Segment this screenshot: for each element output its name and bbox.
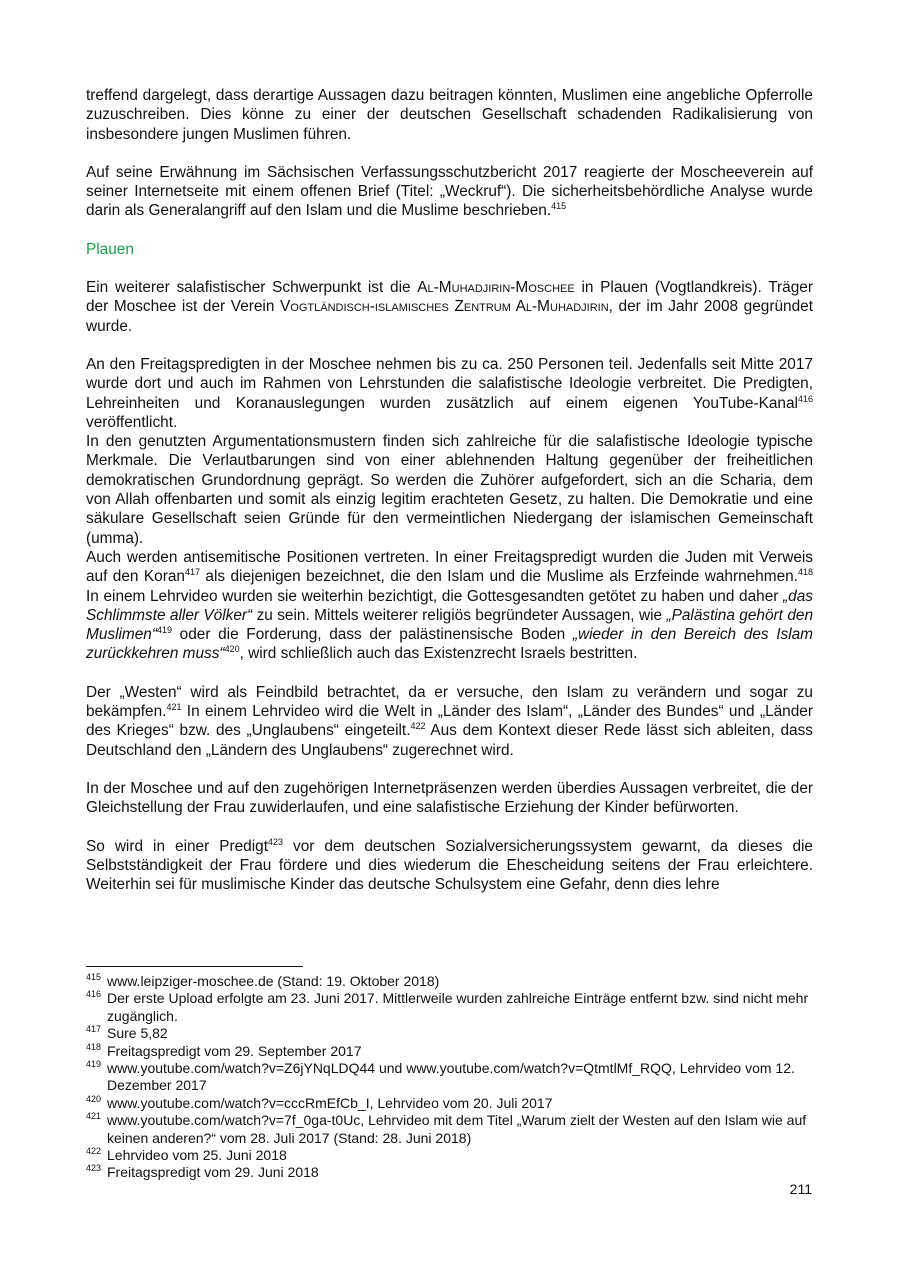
paragraph-3: Ein weiterer salafistischer Schwerpunkt ist die Al-Muhadjirin-Moschee in Plauen (Vogtlandkreis). Träger der Moschee ist der Verein Vogtländisch-islamisches Zentrum Al-Muhadjirin, der im Jahr 2008 gegründet wurde. xyxy=(86,279,813,335)
paragraph-2: Auf seine Erwähnung im Sächsischen Verfassungsschutzbericht 2017 reagierte der Moscheeverein auf seiner Internetseite mit einem offenen Brief (Titel: „Weckruf“). Die sicherheitsbehördliche Analyse wurde darin als Generalangriff auf den Islam und die Muslime beschrieben.$^{415}$ xyxy=(86,163,813,220)
footnote-item: 421 www.youtube.com/watch?v=7f_0ga-t0Uc, Lehrvideo mit dem Titel „Warum zielt der Westen auf den Islam wie auf keinen anderen?“ vom 28. Juli 2017 (Stand: 28. Juni 2018) xyxy=(86,1111,807,1146)
paragraph-1: treffend dargelegt, dass derartige Aussagen dazu beitragen könnten, Muslimen eine angebliche Opferrolle zuzuschreiben. Dies könne zu einer der deutschen Gesellschaft schadenden Radikalisierung von insbesondere jungen Muslimen führen. xyxy=(86,87,813,143)
footnote-item: 417 Sure 5,82 xyxy=(86,1024,168,1042)
paragraph-6: Auch werden antisemitische Positionen vertreten. In einer Freitagspredigt wurden die Juden mit Verweis auf den Koran$^{417}$ als diejenigen bezeichnet, die den Islam und die Muslime als Erzfeinde wahrnehmen.$^{418}$ In einem Lehrvideo wurden sie weiterhin bezichtigt, die Gottesgesandten getötet zu haben und daher „das Schlimmste aller Völker“ zu sein. Mittels weiterer religiös begründeter Aussagen, wie „Palästina gehört den Muslimen“$^{419}$ oder die Forderung, dass der palästinensische Boden „wieder in den Bereich des Islam zurückkehren muss“$^{420}$, wird schließlich auch das Existenzrecht Israels bestritten. xyxy=(86,548,814,663)
footnote-ref-415[interactable]: 415 xyxy=(551,201,567,212)
section-heading-plauen: Plauen xyxy=(86,240,134,258)
footnote-item: 416 Der erste Upload erfolgte am 23. Juni 2017. Mittlerweile wurden zahlreiche Einträge entfernt bzw. sind nicht mehr zugänglich. xyxy=(86,989,809,1024)
page-number: 211 xyxy=(789,1181,812,1197)
footnote-item: 418 Freitagspredigt vom 29. September 2017 xyxy=(86,1041,362,1059)
body-text xyxy=(86,86,813,894)
footnote-ref-416[interactable]: 416 xyxy=(797,393,813,404)
footnote-item: 420 www.youtube.com/watch?v=cccRmEfCb_I, Lehrvideo vom 20. Juli 2017 xyxy=(86,1093,553,1111)
footnote-ref-418[interactable]: 418 xyxy=(797,567,813,578)
footnote-ref-423[interactable]: 423 xyxy=(268,836,284,847)
paragraph-7: Der „Westen“ wird als Feindbild betrachtet, da er versuche, den Islam zu verändern und sogar zu bekämpfen.$^{421}$ In einem Lehrvideo wird die Welt in „Länder des Islam“, „Länder des Bundes“ und „Länder des Krieges“ bzw. des „Unglaubens“ eingeteilt.$^{422}$ Aus dem Kontext dieser Rede lässt sich ableiten, dass Deutschland den „Ländern des Unglaubens“ zugerechnet wird. xyxy=(86,683,813,759)
footnote-ref-422[interactable]: 422 xyxy=(410,721,426,732)
footnote-ref-419[interactable]: 419 xyxy=(156,625,173,636)
footnote-ref-421[interactable]: 421 xyxy=(166,702,182,713)
paragraph-4: An den Freitagspredigten in der Moschee nehmen bis zu ca. 250 Personen teil. Jedenfalls seit Mitte 2017 wurde dort und auch im Rahmen von Lehrstunden die salafistische Ideologie verbreitet. Die Predigten, Lehreinheiten und Koranauslegungen wurden zusätzlich auf einem eigenen YouTube-Kanal$^{416}$ veröffentlicht. xyxy=(86,355,813,431)
footnote-item: 423 Freitagspredigt vom 29. Juni 2018 xyxy=(86,1163,319,1181)
footnote-item: 415 www.leipziger-moschee.de (Stand: 19. Oktober 2018) xyxy=(86,972,440,989)
footnote-item: 422 Lehrvideo vom 25. Juni 2018 xyxy=(86,1146,287,1164)
paragraph-5: In den genutzten Argumentationsmustern finden sich zahlreiche für die salafistische Ideologie typische Merkmale. Die Verlautbarungen sind von einer ablehnenden Haltung gegenüber der freiheitlichen demokratischen Grundordnung geprägt. So werden die Zuhörer aufgefordert, sich an die Scharia, dem von Allah offenbarten und somit als einzig legitim erachteten Gesetz, zu halten. Die Demokratie und eine säkulare Gesellschaft seien Gründe für den vermeintlichen Niedergang der islamischen Gemeinschaft (umma). xyxy=(86,433,813,547)
paragraph-8: In der Moschee und auf den zugehörigen Internetpräsenzen werden überdies Aussagen verbreitet, die der Gleichstellung der Frau zuwiderlaufen, und eine salafistische Erziehung der Kinder befürworten. xyxy=(86,779,813,817)
footnote-ref-417[interactable]: 417 xyxy=(184,567,200,578)
footnote-ref-420[interactable]: 420 xyxy=(224,644,240,655)
footnote-item: 419 www.youtube.com/watch?v=Z6jYNqLDQ44 und www.youtube.com/watch?v=QtmtlMf_RQQ, Lehrvideo vom 12. Dezember 2017 xyxy=(86,1059,795,1094)
paragraph-9: So wird in einer Predigt$^{423}$ vor dem deutschen Sozialversicherungssystem gewarnt, da dieses die Selbstständigkeit der Frau fördere und dies wiederum die Ehescheidung seitens der Frau erleichtere. Weiterhin sei für muslimische Kinder das deutsche Schulsystem eine Gefahr, denn dies lehre xyxy=(86,836,813,894)
footnote-separator xyxy=(86,966,303,967)
footnotes xyxy=(86,973,813,1182)
